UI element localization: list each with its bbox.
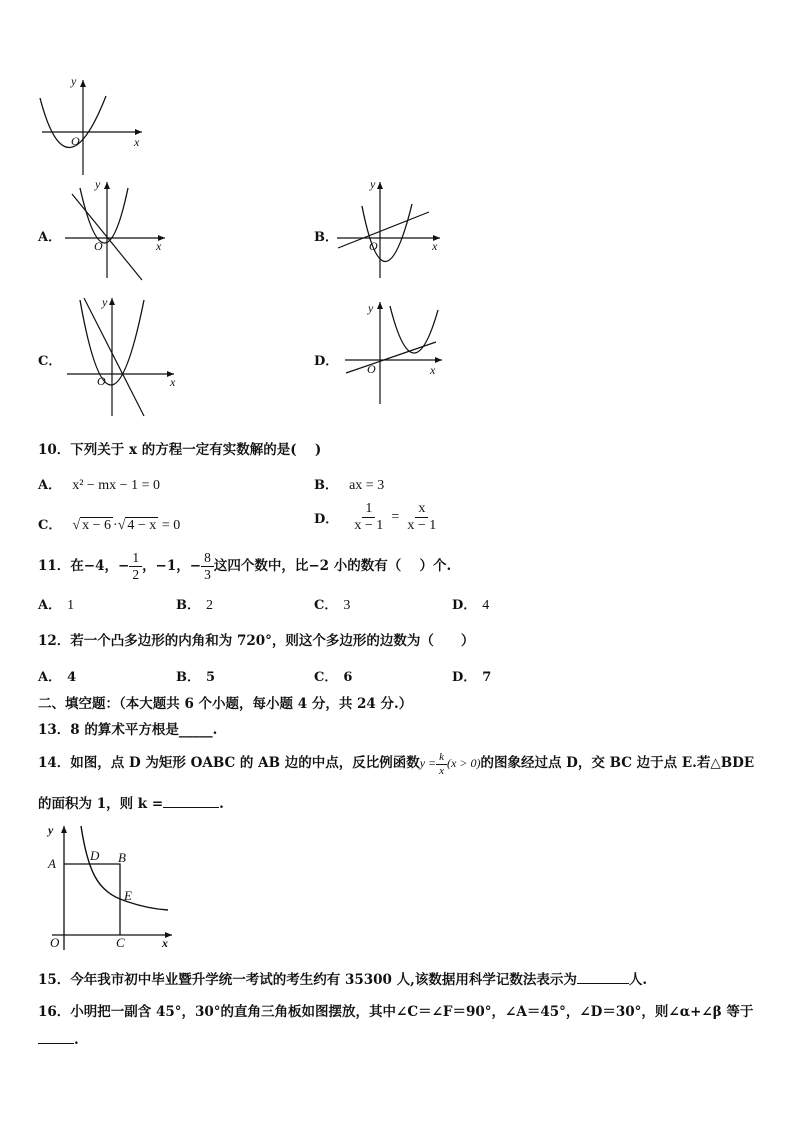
- q10-option-a[interactable]: [38, 474, 160, 494]
- origin-label: O: [97, 374, 106, 388]
- axis-x-label: x: [170, 375, 176, 389]
- fraction-left: [351, 501, 386, 534]
- sqrt-radicand-2: 4 − x: [127, 518, 157, 533]
- q10-option-d[interactable]: [314, 501, 439, 534]
- option-label: C．: [314, 598, 338, 613]
- option-label: C．: [38, 518, 62, 533]
- q11-prefix: 11．在−4，−: [38, 558, 130, 574]
- q9-option-b-label[interactable]: B．: [314, 230, 338, 245]
- option-label: C．: [314, 670, 338, 685]
- label-d: D: [90, 848, 100, 863]
- func-condition: (x > 0): [447, 756, 481, 770]
- q12-option-c[interactable]: [314, 666, 352, 685]
- label-x: x: [162, 936, 168, 950]
- numerator: k: [436, 751, 447, 765]
- q14-function: [419, 750, 481, 777]
- q15-text: 15．今年我市初中毕业暨升学统一考试的考生约有 35300 人,该数据用科学记数法表示为: [38, 972, 577, 988]
- fraction-right: [404, 501, 439, 534]
- q12-stem: 12．若一个凸多边形的内角和为 720°，则这个多边形的边数为（ ）: [38, 633, 475, 649]
- option-label: D．: [452, 670, 477, 685]
- denominator: x: [439, 764, 445, 777]
- option-label: B．: [176, 670, 200, 685]
- q9-option-c-graph: [62, 292, 184, 417]
- q11-option-c[interactable]: [314, 594, 350, 614]
- denominator: x − 1: [354, 518, 384, 533]
- numerator: 8: [201, 550, 214, 567]
- q16-text: 16．小明把一副含 45°，30°的直角三角板如图摆放，其中∠C＝∠F＝90°，∠A＝45°，∠D＝30°，则∠α+∠β 等于: [38, 1004, 754, 1020]
- axis-y-label: y: [95, 177, 101, 191]
- option-text: x² − mx − 1 = 0: [72, 478, 160, 493]
- sqrt-radicand-1: x − 6: [82, 518, 112, 533]
- q14-text-line-2: 的面积为 1，则 k =: [38, 796, 164, 812]
- q12-option-a[interactable]: [38, 666, 76, 685]
- option-label: A．: [38, 598, 62, 613]
- denominator: 3: [204, 567, 211, 582]
- axis-y-label: y: [368, 301, 374, 315]
- q11-suffix: 这四个数中，比−2 小的数有（ ）个.: [213, 558, 452, 574]
- q9-option-b-graph: [332, 176, 447, 281]
- q11-option-d[interactable]: [452, 594, 489, 614]
- axis-x-label: x: [134, 135, 140, 149]
- q15-line: [38, 968, 647, 988]
- option-label: A．: [38, 478, 62, 493]
- option-text: ax = 3: [349, 478, 385, 493]
- axis-x-label: x: [156, 239, 162, 253]
- q16-end: .: [74, 1032, 79, 1048]
- q9-given-graph: [30, 70, 150, 180]
- q11-stem: [38, 546, 451, 586]
- q14-figure: [44, 820, 179, 952]
- denominator: 2: [132, 567, 140, 582]
- q14-text-part-2: 的图象经过点 D，交 BC 边于点 E.若△BDE: [480, 755, 755, 771]
- option-text: 1: [67, 598, 75, 613]
- q9-option-c-label[interactable]: C．: [38, 354, 62, 369]
- q12-option-d[interactable]: [452, 666, 491, 685]
- answer-blank[interactable]: [38, 1043, 74, 1044]
- q10-stem: 10．下列关于 x 的方程一定有实数解的是( ): [38, 442, 322, 458]
- q11-mid: ，−1，−: [142, 558, 202, 574]
- origin-label: O: [369, 239, 378, 253]
- q13-text: 13．8 的算术平方根是_____.: [38, 722, 218, 738]
- label-a: A: [48, 856, 56, 871]
- origin-label: O: [367, 362, 376, 376]
- answer-blank[interactable]: [577, 983, 629, 984]
- axis-y-label: y: [102, 295, 108, 309]
- option-math: √ x − 6 ·√ 4 − x = 0: [72, 518, 181, 533]
- q10-option-b[interactable]: [314, 474, 384, 494]
- option-text: 5: [206, 670, 216, 685]
- option-text: 3: [343, 598, 351, 613]
- option-label: D．: [452, 598, 477, 613]
- func-fraction: [436, 751, 447, 778]
- option-label: D．: [314, 512, 339, 527]
- label-e: E: [124, 888, 132, 903]
- option-label: B．: [314, 478, 338, 493]
- q14-line-2: [38, 792, 224, 812]
- q14-end: .: [219, 796, 224, 812]
- fraction-eight-thirds: [201, 550, 214, 583]
- q9-option-a-label[interactable]: A．: [38, 230, 62, 245]
- numerator: x: [415, 501, 428, 518]
- option-text: 2: [206, 598, 213, 613]
- q10-option-c[interactable]: [38, 514, 180, 534]
- option-text: 4: [482, 598, 490, 613]
- label-y: y: [48, 823, 54, 837]
- label-b: B: [118, 850, 126, 865]
- option-text: 6: [343, 670, 353, 685]
- option-label: B．: [176, 598, 200, 613]
- q12-option-b[interactable]: [176, 666, 215, 685]
- q16-line-2: [38, 1032, 79, 1048]
- numerator: 1: [362, 501, 375, 518]
- answer-blank[interactable]: [163, 807, 219, 808]
- axis-y-label: y: [370, 177, 376, 191]
- origin-label: O: [71, 134, 80, 148]
- origin-label: O: [94, 239, 103, 253]
- section-2-heading: 二、填空题：（本大题共 6 个小题，每小题 4 分，共 24 分.）: [38, 696, 413, 712]
- q15-end: 人.: [628, 972, 648, 988]
- option-text: 7: [482, 670, 492, 685]
- numerator: 1: [129, 550, 142, 567]
- equals-sign: =: [391, 509, 400, 525]
- q9-option-a-graph: [60, 176, 170, 281]
- fraction-one-half: [129, 550, 142, 583]
- q11-option-b[interactable]: [176, 594, 213, 614]
- denominator: x − 1: [407, 518, 437, 533]
- func-y: y =: [419, 756, 437, 770]
- axis-y-label: y: [71, 74, 77, 88]
- q14-text-part-1: 14．如图，点 D 为矩形 OABC 的 AB 边的中点，反比例函数: [38, 755, 420, 771]
- q9-option-d-graph: [340, 298, 450, 406]
- q11-option-a[interactable]: [38, 594, 74, 614]
- axis-x-label: x: [432, 239, 438, 253]
- label-o: O: [50, 935, 60, 950]
- option-rhs: = 0: [161, 518, 181, 533]
- label-c: C: [116, 935, 125, 950]
- q9-option-d-label[interactable]: D．: [314, 354, 339, 369]
- option-text: 4: [67, 670, 77, 685]
- q14-line-1: [38, 746, 754, 780]
- axis-x-label: x: [430, 363, 436, 377]
- option-label: A．: [38, 670, 62, 685]
